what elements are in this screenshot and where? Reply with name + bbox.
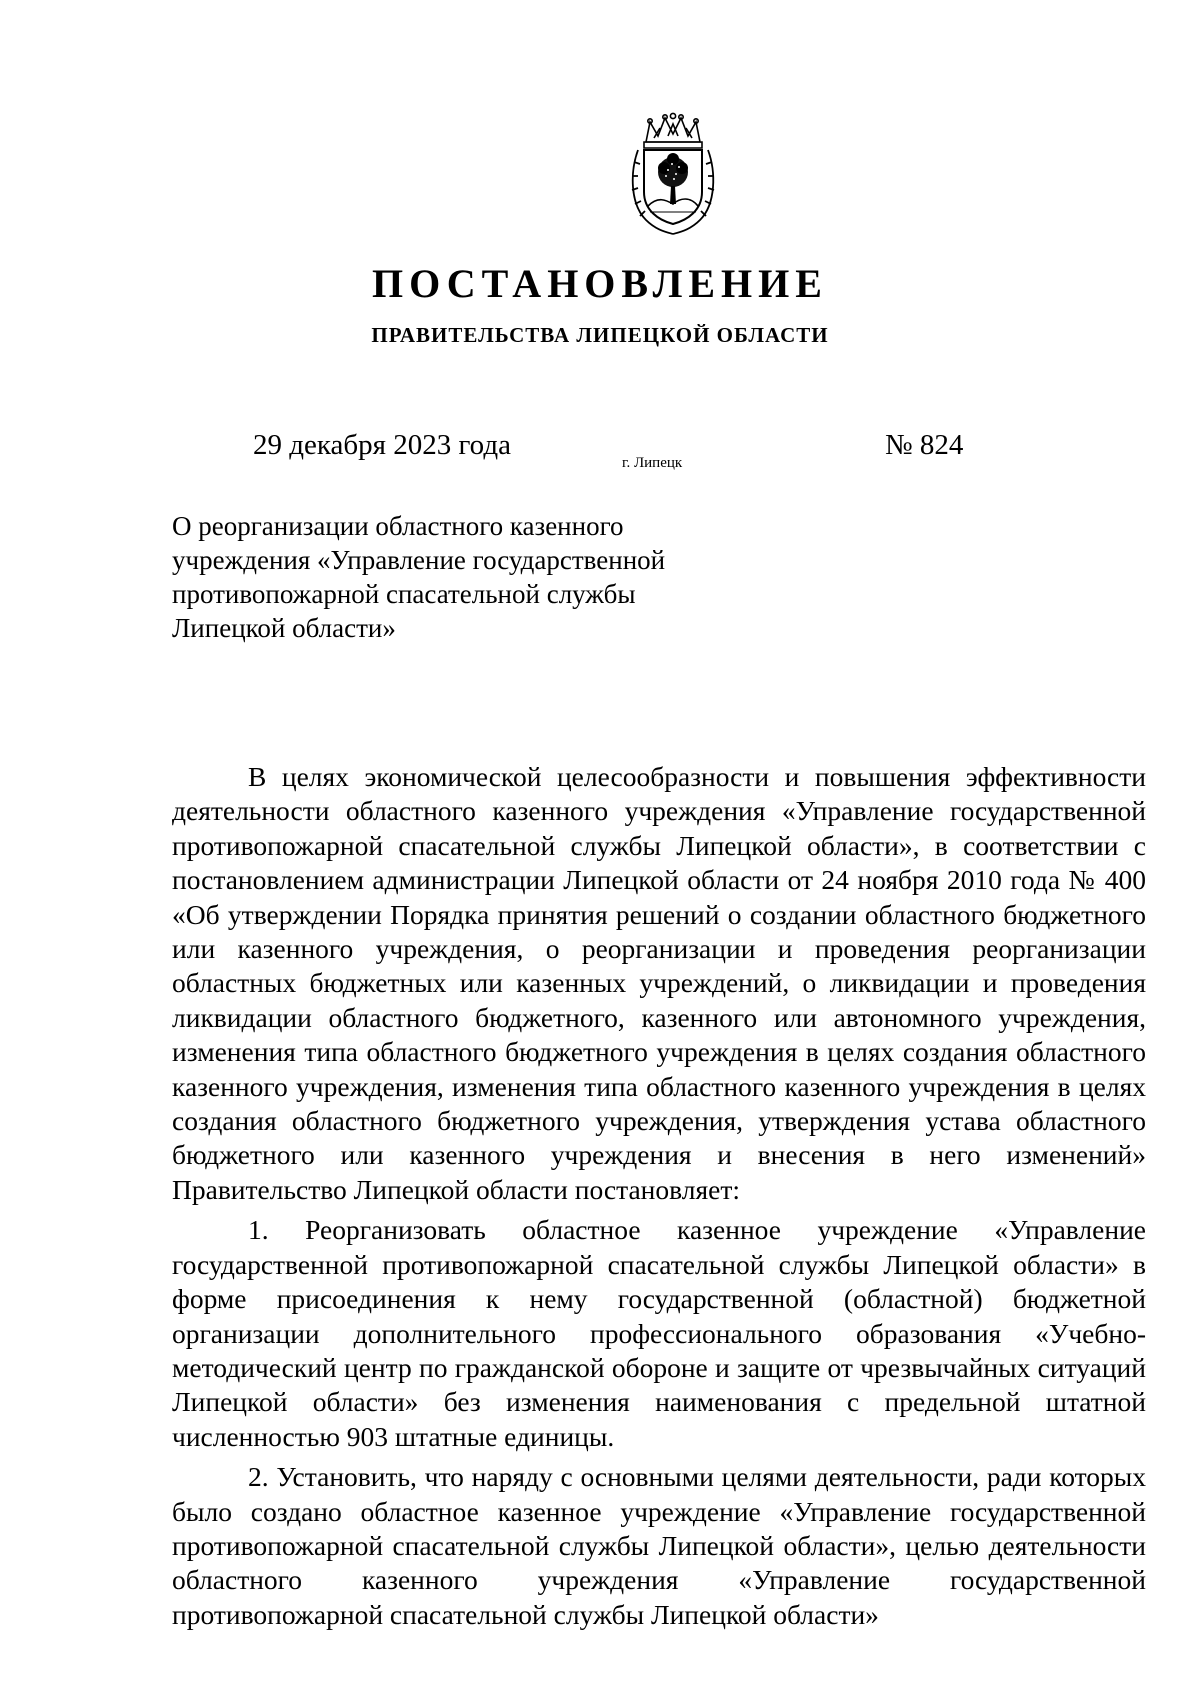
heading-line: Липецкой области»: [172, 613, 396, 643]
heading-line: О реорганизации областного казенного: [172, 511, 624, 541]
preamble-paragraph: В целях экономической целесообразности и повышения эффективности деятельности областного казенного учреждения «Управление государственной противопожарной спасательной службы Липецкой области», в соответствии с постановлением администрации Липецкой области от 24 ноября 2010 года № 400 «Об утверждении Порядка принятия решений о создании областного бюджетного или казенного учреждения, о реорганизации и проведения реорганизации областных бюджетных или казенных учреждений, о ликвидации и проведения ликвидации областного бюджетного, казенного или автономного учреждения, изменения типа областного бюджетного учреждения в целях создания областного казенного учреждения, изменения типа областного казенного учреждения в целях создания областного бюджетного учреждения, утверждения устава областного бюджетного или казенного учреждения и внесения в него изменений» Правительство Липецкой области постановляет:: [172, 761, 1146, 1205]
document-date: 29 декабря 2023 года: [253, 429, 511, 461]
document-city: г. Липецк: [622, 455, 683, 471]
document-heading: [172, 509, 772, 645]
coat-of-arms-icon: [628, 112, 718, 236]
clause-1-paragraph: 1. Реорганизовать областное казенное учреждение «Управление государственной противопожарной спасательной службы Липецкой области» в форме присоединения к нему государственной (областной) бюджетной организации дополнительного профессионального образования «Учебно-методический центр по гражданской обороне и защите от чрезвычайных ситуаций Липецкой области» без изменения наименования с предельной штатной численностью 903 штатные единицы.: [172, 1214, 1146, 1452]
heading-line: противопожарной спасательной службы: [172, 579, 636, 609]
document-body: [172, 760, 1146, 1632]
document-title: ПОСТАНОВЛЕНИЕ: [372, 261, 828, 306]
document-number: № 824: [885, 429, 964, 461]
clause-2-paragraph: 2. Установить, что наряду с основными целями деятельности, ради которых было создано областное казенное учреждение «Управление государственной противопожарной спасательной службы Липецкой области», целью деятельности областного казенного учреждения «Управление государственной противопожарной спасательной службы Липецкой области»: [172, 1461, 1146, 1630]
document-issuer: ПРАВИТЕЛЬСТВА ЛИПЕЦКОЙ ОБЛАСТИ: [371, 323, 829, 347]
heading-line: учреждения «Управление государственной: [172, 545, 666, 575]
